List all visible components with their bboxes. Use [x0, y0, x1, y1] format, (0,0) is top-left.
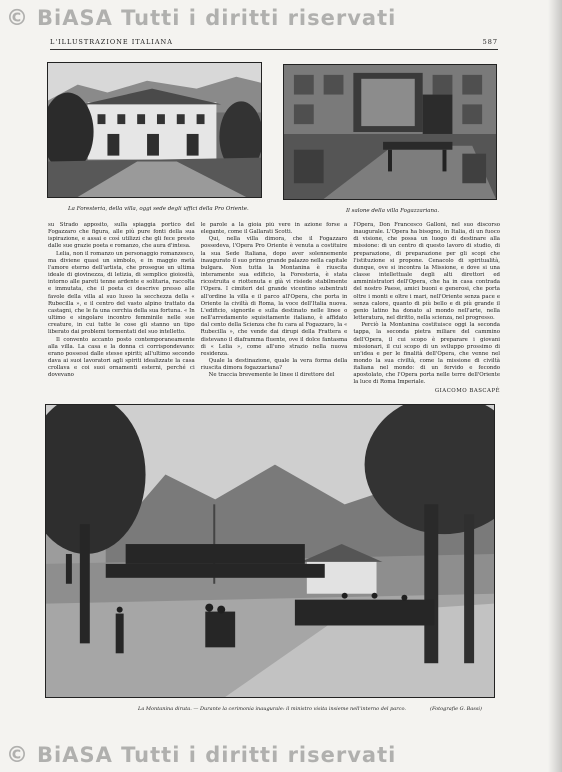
copyright-icon: ©: [6, 5, 29, 31]
paragraph: Perciò la Montanina costituisce oggi la seconda tappa, la seconda pietra miliare del cammino dell'Opera, il cui scopo è preparare i giovani missionari, il cui scopo di un sviluppo prossimo di un'idea e per le finalità dell'Opera, che venne nel mondo la sua civiltà, come la missione di civiltà italiana nel mondo: di un fervido e fecondo apostolato, che l'Opera porta nelle terre dell'Oriente la luce di Roma Imperiale.: [353, 322, 501, 386]
paragraph: l'Opera, Don Francesco Galloni, nel suo discorso inaugurale. L'Opera ha bisogno, in Italia, di un fuoco di visione, che possa un luogo di destinare alla missione: di un centro di questo lavoro di studio, di preparazione, di preparazione per gli scopi che l'istituzione si propone. Cenacolo di spiritualità, dunque, ove si incontra la Missione, e dove si una classe intellettuale degli alti direttori ed amministratori dell'Opera, che ha in casa contrada del nostro Paese, amici buoni e generosi, che porta oltre i monti e oltre i mari, nell'Oriente senza pace e senza calore, quanto di più bello e di più grande il genio latino ha donato al mondo nell'arte, nella letteratura, nel diritto, nella scienza, nel progresso.: [353, 222, 501, 322]
watermark-text: BiASA Tutti i diritti riservati: [37, 6, 397, 30]
photo-salone: [283, 64, 497, 200]
paragraph: Ne traccia brevemente le linee il direttore del: [208, 372, 335, 379]
caption-salone: Il salone della villa Fogazzariana.: [346, 208, 440, 214]
caption-ceremony: La Montanina diruta. — Durante la cerimonia inaugurale: il ministro visita insieme nell'interno del parco.: [138, 706, 406, 712]
paragraph: su Strado apposito, sulla spiaggia portico del Fogazzaro che figura, alle più pure fonti della sua ispirazione, e assai e così utilizzi che gli fece presto dalle sue grazie poeta e romanzo, che aura d'intesa.: [48, 222, 195, 250]
photo-credit: (Fotografie G. Bassi): [430, 706, 482, 712]
article-column-2: [201, 222, 348, 397]
watermark-top: [0, 3, 562, 33]
villa-image: [48, 63, 261, 197]
copyright-icon: ©: [6, 742, 29, 768]
ceremony-image: [46, 405, 494, 697]
journal-title: L'ILLUSTRAZIONE ITALIANA: [50, 38, 173, 46]
photo-foresteria: [47, 62, 262, 198]
paragraph: Lelia, non il romanzo un personaggio romanzesco, ma diviene quasi un simbolo, e in maggio metà l'amore eterno dell'artista, che prosegue un ultima ideale di giovinezza, di letizia, di semplice gioiosità, intorno alle pareti tenne ardente e solitaria, raccolta e immutata, che il poeta ci descrive presso alle favole della villa al suo lusso la secchezza della « Rubecilla », e il centro del vasto alpino trattato da castagni, che le fa una cerchia della sua fortuna. « In ultimo e singolare incontro femminile nelle sue creature, in cui tutte le cose gli stanno un tipo liberato dai problemi tormentati del suo intelletto.: [48, 250, 195, 336]
watermark-text: BiASA Tutti i diritti riservati: [37, 743, 397, 767]
article-column-1: [48, 222, 195, 397]
author-signature: GIACOMO BASCAPÈ: [434, 387, 501, 394]
paragraph: le parole a la gioia più vere in azione forse a elegante, come il Gallarati Scotti.: [200, 222, 348, 236]
watermark-bottom: [0, 740, 562, 770]
paragraph: Il convento accanto posto contemporaneamente alla villa. La casa e la donna ci corrispondevano: erano possessi dalle stesse spiriti; all'ultimo secondo dava ai suoi lavoratori agli spiriti idealizzate la casa crollava e coi suoi ornamenti esterni, perché ci dovevano: [48, 336, 195, 379]
page-number: 587: [482, 38, 498, 46]
article-column-3: [353, 222, 500, 397]
paragraph: Quale la destinazione, quale la vera forma della riuscita dimora fogazzariana?: [200, 357, 348, 372]
binding-shadow: [548, 0, 562, 772]
header-rule: [50, 49, 498, 50]
caption-foresteria: La Foresteria, della villa, oggi sede degli uffici della Pro Oriente.: [68, 206, 249, 212]
photo-ceremony: [45, 404, 495, 698]
salon-image: [284, 65, 496, 199]
paragraph: Qui, nella villa dimora, che il Fogazzaro possedeva, l'Opera Pro Oriente è venuta a costituire la sua Sede Italiana, dopo aver solennemente inaugurato il suo primo grande palazzo nella capitale bulgara. Non tutta la Montanina è riuscita interamente sua edificio, la Foresteria, è stata ricostruita e riottenuta e già vi risiede stabilmente l'Opera. I cimiteri del grande vicentino subentrati all'ordine la villa e il parco all'Opera, che porta in Oriente la civiltà di Roma, la voce dell'Italia nuova. L'edificio, signorile e sulla destinato nelle linee o nell'arredamento squisitamente italiano, è affidato dal cento della Scienza che fu cara al Fogazzaro, la « Rubecilla », che vende dai dirupi della Frattera e distevano il diaframma fluente, ove il dolce fantasma di « Lelia », come all'uno strazio nella nuova residenza.: [200, 236, 348, 357]
article-body: [48, 222, 500, 397]
running-head: [50, 38, 498, 48]
